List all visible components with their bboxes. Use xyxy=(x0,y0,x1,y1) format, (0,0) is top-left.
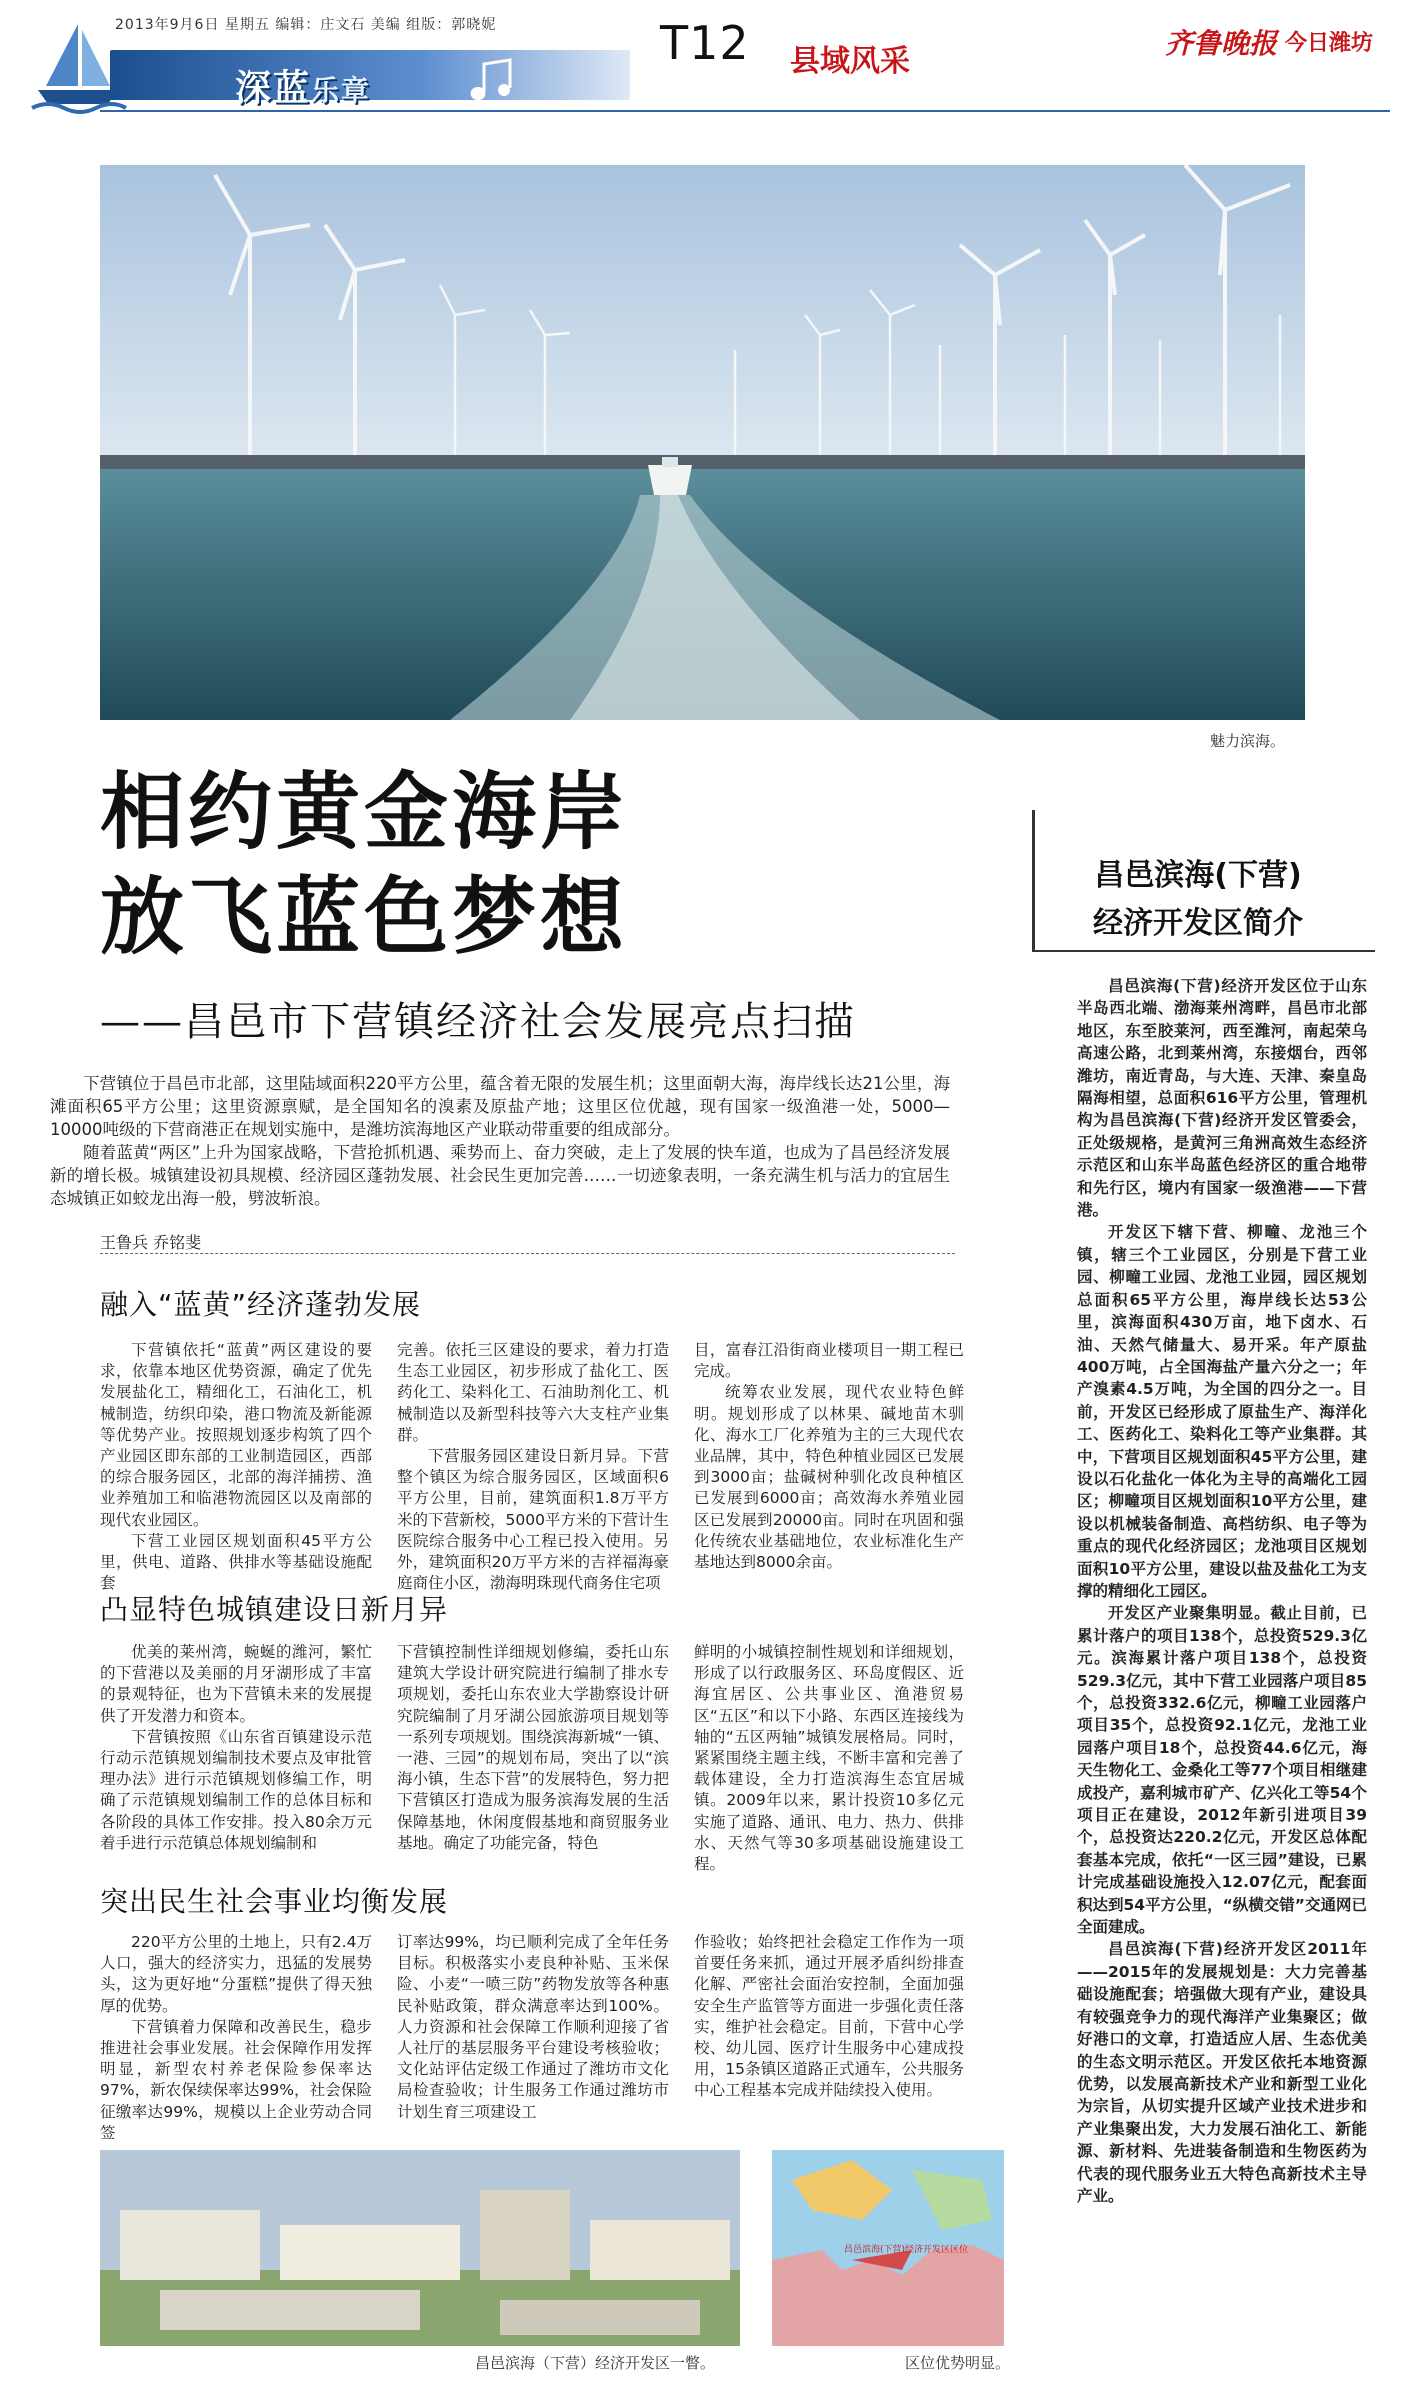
intro-paragraph: 下营镇位于昌邑市北部，这里陆域面积220平方公里，蕴含着无限的发展生机；这里面朝大海，海岸线长达21公里，海滩面积65平方公里；这里资源禀赋，是全国知名的溴素及原盐产地；这里区位优越，现有国家一级渔港一处，5000—10000吨级的下营商港正在规划实施中，是潍坊滨海地区产业联动带重要的组成部分。 xyxy=(50,1074,950,1139)
intro-text xyxy=(50,1072,950,1210)
paragraph: 作验收；始终把社会稳定工作作为一项首要任务来抓，通过开展矛盾纠纷排查化解、严密社会面治安控制，全面加强安全生产监管等方面进一步强化责任落实，维护社会稳定。目前，下营中心学校、幼儿园、医疗计生服务中心建成投用，15条镇区道路正式通车，公共服务中心工程基本完成并陆续投入使用。 xyxy=(694,1933,964,2100)
section-name: 县域风采 xyxy=(790,44,910,79)
sidebar-paragraph: 开发区产业聚集明显。截止目前，已累计落户的项目138个，总投资529.3亿元。滨海累计落户项目138个，总投资529.3亿元，其中下营工业园落户项目85个，总投资332.6亿元，柳疃工业园落户项目35个，总投资92.1亿元，龙池工业园落户项目18个，总投资44.6亿元，海天生物化工、金桑化工等77个项目相继建成投产，嘉利城市矿产、亿兴化工等54个项目正在建设，2012年新引进项目39个，总投资达220.2亿元，开发区总体配套基本完成，依托“一区三园”建设，已累计完成基础设施投入12.07亿元，配套面积达到54平方公里，“纵横交错”交通网已全面建成。 xyxy=(1077,1604,1367,1937)
paragraph: 订率达99%，均已顺利完成了全年任务目标。积极落实小麦良种补贴、玉米保险、小麦“一喷三防”药物发放等各种惠民补贴政策，群众满意率达到100%。人力资源和社会保障工作顺利迎接了省人社厅的基层服务平台建设考核验收；文化站评估定级工作通过了潍坊市文化局检查验收；计生服务工作通过潍坊市计划生育三项建设工 xyxy=(397,1933,669,2121)
photo-caption: 昌邑滨海（下营）经济开发区一瞥。 xyxy=(475,2354,716,2372)
sidebar-paragraph: 昌邑滨海(下营)经济开发区位于山东半岛西北端、渤海莱州湾畔，昌邑市北部地区，东至胶莱河，西至潍河，南起荣乌高速公路，北到莱州湾，东接烟台，西邻潍坊，南近青岛，与大连、天津、秦皇岛隔海相望，总面积616平方公里，管理机构为昌邑滨海(下营)经济开发区管委会，正处级规格，是黄河三角洲高效生态经济示范区和山东半岛蓝色经济区的重合地带和先行区，境内有国家一级渔港——下营港。 xyxy=(1077,977,1367,1220)
article-column xyxy=(397,1932,669,2123)
article-column xyxy=(694,1642,964,1875)
paragraph: 下营镇依托“蓝黄”两区建设的要求，依靠本地区优势资源，确定了优先发展盐化工，精细化工，石油化工，机械制造，纺织印染，港口物流及新能源等优势产业。按照规划逐步构筑了四个产业园区即东部的工业制造园区，西部的综合服务园区，北部的海洋捕捞、渔业养殖加工和临港物流园区以及南部的现代农业园区。 xyxy=(100,1341,372,1529)
author-byline: 王鲁兵 乔铭斐 xyxy=(100,1233,202,1252)
byline-rule xyxy=(100,1253,955,1254)
page-number: T12 xyxy=(660,16,750,70)
paragraph: 优美的莱州湾，蜿蜒的潍河，繁忙的下营港以及美丽的月牙湖形成了丰富的景观特征，也为下营镇未来的发展提供了开发潜力和资本。 xyxy=(100,1643,372,1725)
article-column xyxy=(397,1340,669,1594)
paragraph: 下营镇控制性详细规划修编，委托山东建筑大学设计研究院进行编制了排水专项规划，委托山东农业大学勘察设计研究院编制了月牙湖公园旅游项目规划等一系列专项规划。围绕滨海新城“一镇、一港、三园”的规划布局，突出了以“滨海小镇，生态下营”的发展特色，努力把下营镇区打造成为服务滨海发展的生活保障基地，休闲度假基地和商贸服务业基地。确定了功能完备，特色 xyxy=(397,1643,669,1852)
photo-caption: 区位优势明显。 xyxy=(905,2354,1011,2372)
paragraph: 统筹农业发展，现代农业特色鲜明。规划形成了以林果、碱地苗木驯化、海水工厂化养殖为主的三大现代农业品牌，其中，特色种植业园区已发展到3000亩；盐碱树种驯化改良种植区已发展到6000亩；高效海水养殖业园区已发展到20000亩。同时在巩固和强化传统农业基础地位，农业标准化生产基地达到8000余亩。 xyxy=(694,1383,964,1572)
header-rule xyxy=(100,110,1390,112)
article-column xyxy=(100,1932,372,2144)
map-label: 昌邑滨海(下营)经济开发区区位 xyxy=(844,2245,969,2255)
article-column xyxy=(397,1642,669,1854)
paragraph: 目，富春江沿街商业楼项目一期工程已完成。 xyxy=(694,1341,964,1381)
article-column xyxy=(694,1932,964,2102)
column-title xyxy=(235,60,371,111)
paragraph: 220平方公里的土地上，只有2.4万人口，强大的经济实力，迅猛的发展势头，这为更好地“分蛋糕”提供了得天独厚的优势。 xyxy=(100,1933,372,2015)
article-column xyxy=(100,1642,372,1854)
wind-farm-photo xyxy=(100,165,1305,720)
edition-name: 今日潍坊 xyxy=(1285,31,1374,56)
sidebar-paragraph: 昌邑滨海(下营)经济开发区2011年——2015年的发展规划是：大力完善基础设施配套；培强做大现有产业，建设具有较强竞争力的现代海洋产业集聚区；做好港口的文章，打造适应人居、生态优美的生态文明示范区。开发区依托本地资源优势，以发展高新技术产业和新型工业化为宗旨，从切实提升区域产业技术进步和产业集聚出发，大力发展石油化工、新能源、新材料、先进装备制造和生物医药为代表的现代服务业五大特色高新技术主导产业。 xyxy=(1077,1940,1367,2205)
newspaper-name: 齐鲁晚报 xyxy=(1165,27,1278,60)
music-note-icon xyxy=(470,58,530,102)
paragraph: 下营工业园区规划面积45平方公里，供电、道路、供排水等基础设施配套 xyxy=(100,1531,372,1593)
sidebar-title-line: 昌邑滨海(下营) xyxy=(1094,858,1302,893)
paragraph: 下营服务园区建设日新月异。下营整个镇区为综合服务园区，区域面积6平方公里，目前，建筑面积1.8万平方米的下营新校，5000平方米的下营计生医院综合服务中心工程已投入使用。另外，建筑面积20万平方米的吉祥福海豪庭商住小区，渤海明珠现代商务住宅项 xyxy=(397,1447,669,1593)
headline-line-1: 相约黄金海岸 xyxy=(100,762,629,861)
paragraph: 完善。依托三区建设的要求，着力打造生态工业园区，初步形成了盐化工、医药化工、染料化工、石油助剂化工、机械制造以及新型科技等六大支柱产业集群。 xyxy=(397,1341,669,1444)
article-column xyxy=(100,1340,372,1594)
sidebar-title-line: 经济开发区简介 xyxy=(1093,906,1303,941)
intro-paragraph: 随着蓝黄“两区”上升为国家战略，下营抢抓机遇、乘势而上、奋力突破，走上了发展的快车道，也成为了昌邑经济发展新的增长极。城镇建设初具规模、经济园区蓬勃发展、社会民生更加完善……一切迹象表明，一条充满生机与活力的宜居生态城镇正如蛟龙出海一般，劈波斩浪。 xyxy=(50,1143,950,1208)
column-title-main: 深蓝 xyxy=(235,68,312,109)
photo-caption: 魅力滨海。 xyxy=(1210,732,1286,750)
paragraph: 下营镇按照《山东省百镇建设示范行动示范镇规划编制技术要点及审批管理办法》进行示范镇规划修编工作，明确了示范镇规划编制工作的总体目标和各阶段的具体工作安排。投入80余万元着手进行示范镇总体规划编制和 xyxy=(100,1727,372,1852)
sidebar-title xyxy=(1038,852,1358,948)
section-heading: 凸显特色城镇建设日新月异 xyxy=(100,1593,449,1626)
column-title-sub: 乐章 xyxy=(311,74,372,107)
section-heading: 突出民生社会事业均衡发展 xyxy=(100,1885,449,1918)
industrial-park-photo xyxy=(100,2150,740,2346)
paragraph: 下营镇着力保障和改善民生，稳步推进社会事业发展。社会保障作用发挥明显，新型农村养老保险参保率达97%，新农保续保率达99%，社会保险征缴率达99%，规模以上企业劳动合同签 xyxy=(100,2017,372,2142)
issue-meta: 2013年9月6日 星期五 编辑：庄文石 美编 组版：郭晓妮 xyxy=(115,17,497,33)
sidebar-paragraph: 开发区下辖下营、柳疃、龙池三个镇，辖三个工业园区，分别是下营工业园、柳疃工业园、龙池工业园，园区规划总面积65平方公里，海岸线长达53公里，滨海面积430万亩，地下卤水、石油、天然气储量大、易开采。年产原盐400万吨，占全国海盐产量六分之一；年产溴素4.5万吨，为全国的四分之一。目前，开发区已经形成了原盐生产、海洋化工、医药化工、染料化工等产业集群。其中，下营项目区规划面积45平方公里，建设以石化盐化一体化为主导的高端化工园区；柳疃项目区规划面积10平方公里，建设以机械装备制造、高档纺织、电子等为重点的现代化经济园区；龙池项目区规划面积10平方公里，建设以盐及盐化工为支撑的精细化工园区。 xyxy=(1077,1223,1367,1600)
section-heading: 融入“蓝黄”经济蓬勃发展 xyxy=(100,1288,422,1321)
subheadline: ——昌邑市下营镇经济社会发展亮点扫描 xyxy=(100,999,856,1045)
headline-line-2: 放飞蓝色梦想 xyxy=(100,867,629,966)
paragraph: 鲜明的小城镇控制性规划和详细规划，形成了以行政服务区、环岛度假区、近海宜居区、公共事业区、渔港贸易区“五区”和以下小路、东西区连接线为轴的“五区两轴”城镇发展格局。同时，紧紧围绕主题主线，不断丰富和完善了载体建设，全力打造滨海生态宜居城镇。2009年以来，累计投资10多亿元实施了道路、通讯、电力、热力、供排水、天然气等30多项基础设施建设工程。 xyxy=(694,1643,964,1874)
location-map xyxy=(772,2150,1004,2346)
article-column xyxy=(694,1340,964,1573)
sidebar-text xyxy=(1077,975,1367,2207)
